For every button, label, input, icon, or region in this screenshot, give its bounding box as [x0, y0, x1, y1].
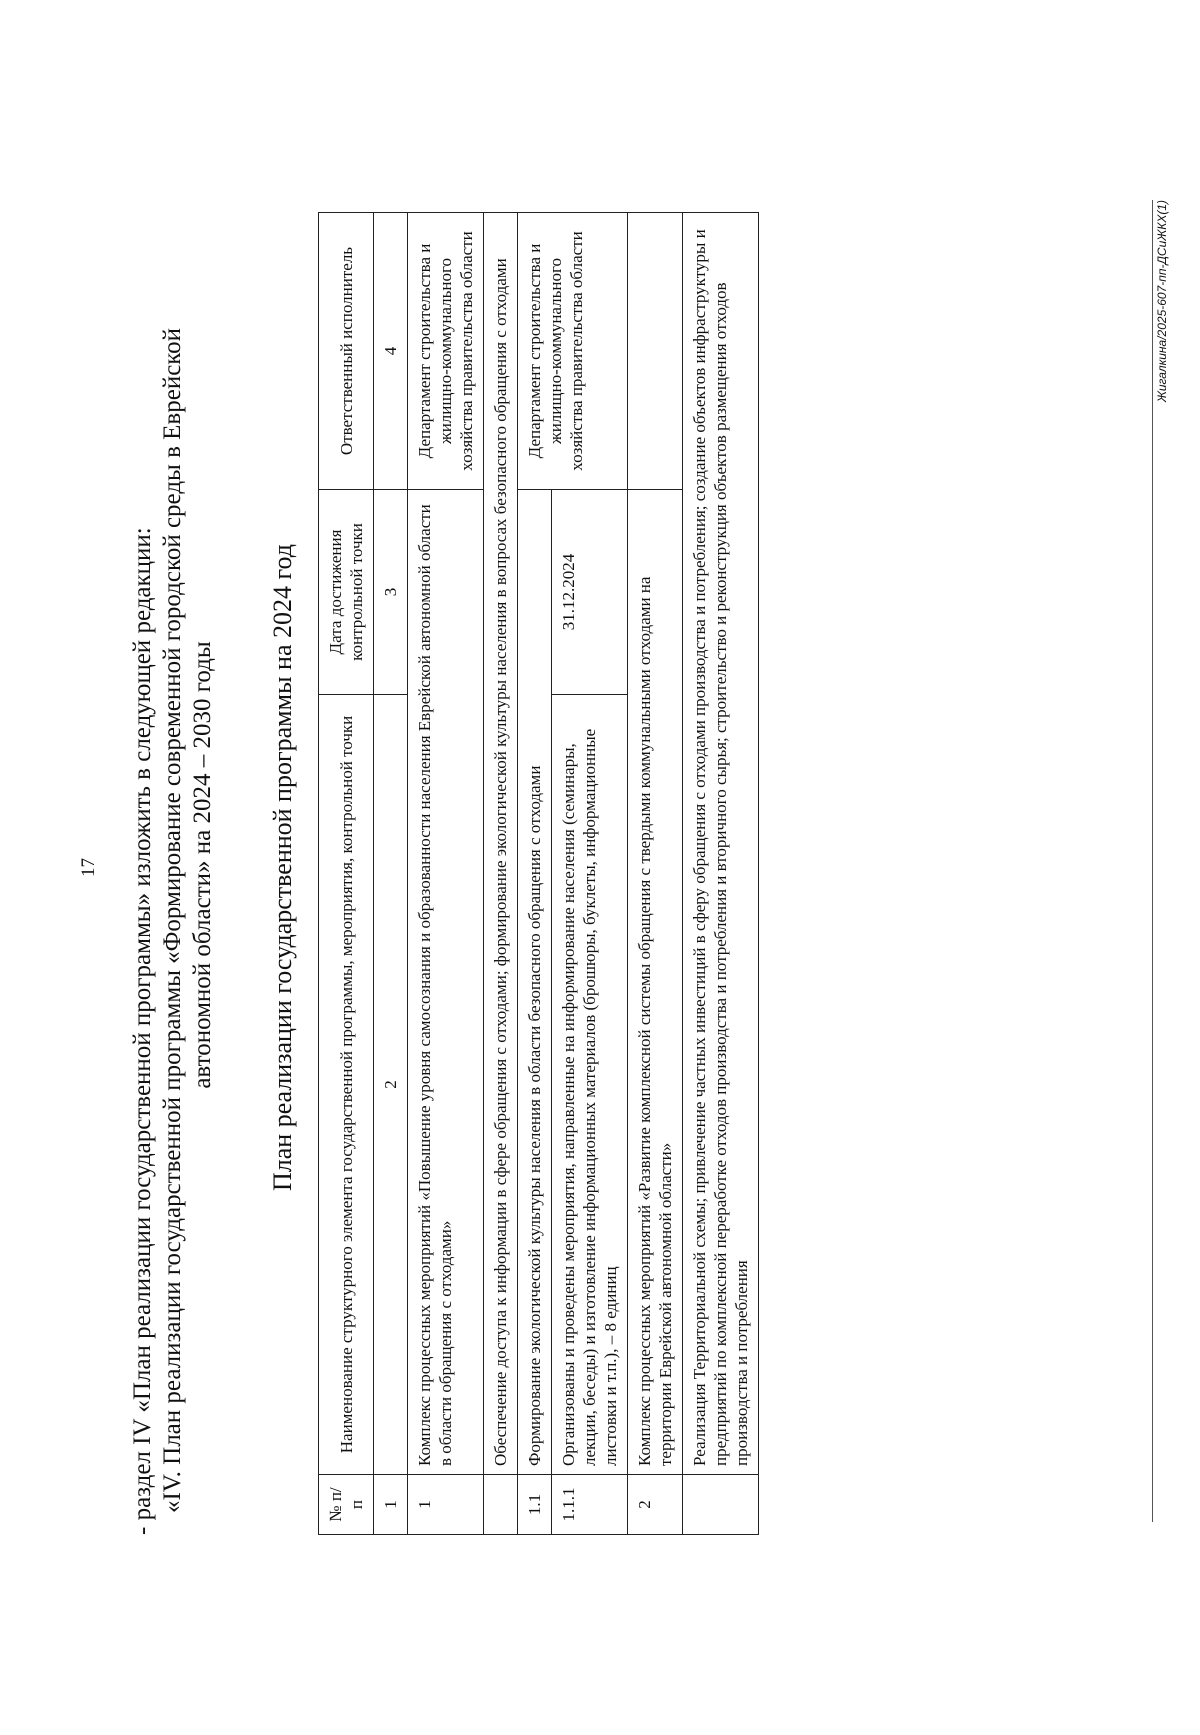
header-executor: Ответственный исполнитель: [319, 213, 374, 490]
table-column-numbers-row: [374, 213, 408, 1535]
column-number-1: 1: [374, 1475, 408, 1535]
row-name: Комплекс процессных мероприятий «Развитие комплексной системы обращения с твердыми коммунальными отходами на территории Еврейской автономной области»: [628, 490, 683, 1475]
row-executor: Департамент строительства и жилищно-коммунального хозяйства правительства области: [518, 213, 628, 490]
row-number: 1: [408, 1475, 484, 1535]
table-row: [408, 213, 484, 1535]
row-executor-empty: [628, 213, 683, 490]
row-number: 1.1: [518, 1475, 552, 1535]
row-name: Формирование экологической культуры населения в области безопасного обращения с отходами: [518, 490, 552, 1475]
plan-table: [318, 212, 759, 1535]
table-row: [628, 213, 683, 1535]
table-header-row: [319, 213, 374, 1535]
footer-code-line: [1152, 200, 1169, 1522]
table-row: [484, 213, 518, 1535]
header-date: Дата достижения контрольной точки: [319, 490, 374, 695]
intro-line-2: «IV. План реализации государственной программы «Формирование современной городской среды в Еврейской: [159, 327, 186, 1513]
header-number: № п/п: [319, 1475, 374, 1535]
footer-code: Жигалкина/2025-607-пп-ДСиЖКХ(1): [1155, 200, 1169, 403]
intro-line-3: автономной области» на 2024 – 2030 годы: [189, 641, 216, 1089]
header-name: Наименование структурного элемента государственной программы, мероприятия, контрольной точки: [319, 695, 374, 1475]
plan-title: План реализации государственной программы на 2024 год: [268, 543, 297, 1192]
column-number-4: 4: [374, 213, 408, 490]
intro-text: [128, 315, 218, 1535]
row-number: 1.1.1: [552, 1475, 628, 1535]
row-number-empty: [484, 1475, 518, 1535]
row-name: Организованы и проведены мероприятия, направленные на информирование населения (семинары, лекции, беседы) и изготовление информационных материалов (брошюры, буклеты, информационные листовки и т.п.), – 8 единиц: [552, 695, 628, 1475]
column-number-3: 3: [374, 490, 408, 695]
row-task: Реализация Территориальной схемы; привлечение частных инвестиций в сферу обращения с отходами производства и потребления; создание объектов инфраструктуры и предприятий по комплексной переработке отходов производства и потребления и вторичного сырья; строительство и реконструкция объектов размещения отходов производства и потребления: [683, 213, 759, 1475]
row-number-empty: [683, 1475, 759, 1535]
table-row: [683, 213, 759, 1535]
row-number: 2: [628, 1475, 683, 1535]
intro-line-1: - раздел IV «План реализации государственной программы» изложить в следующей редакции:: [129, 527, 156, 1535]
row-date: 31.12.2024: [552, 490, 628, 695]
column-number-2: 2: [374, 695, 408, 1475]
page-number: 17: [78, 858, 99, 877]
row-executor: Департамент строительства и жилищно-коммунального хозяйства правительства области: [408, 213, 484, 490]
row-task: Обеспечение доступа к информации в сфере обращения с отходами; формирование экологической культуры населения в вопросах безопасного обращения с отходами: [484, 213, 518, 1475]
row-name: Комплекс процессных мероприятий «Повышение уровня самосознания и образованности населения Еврейской автономной области в области обращения с отходами»: [408, 490, 484, 1475]
table-row: [518, 213, 552, 1535]
